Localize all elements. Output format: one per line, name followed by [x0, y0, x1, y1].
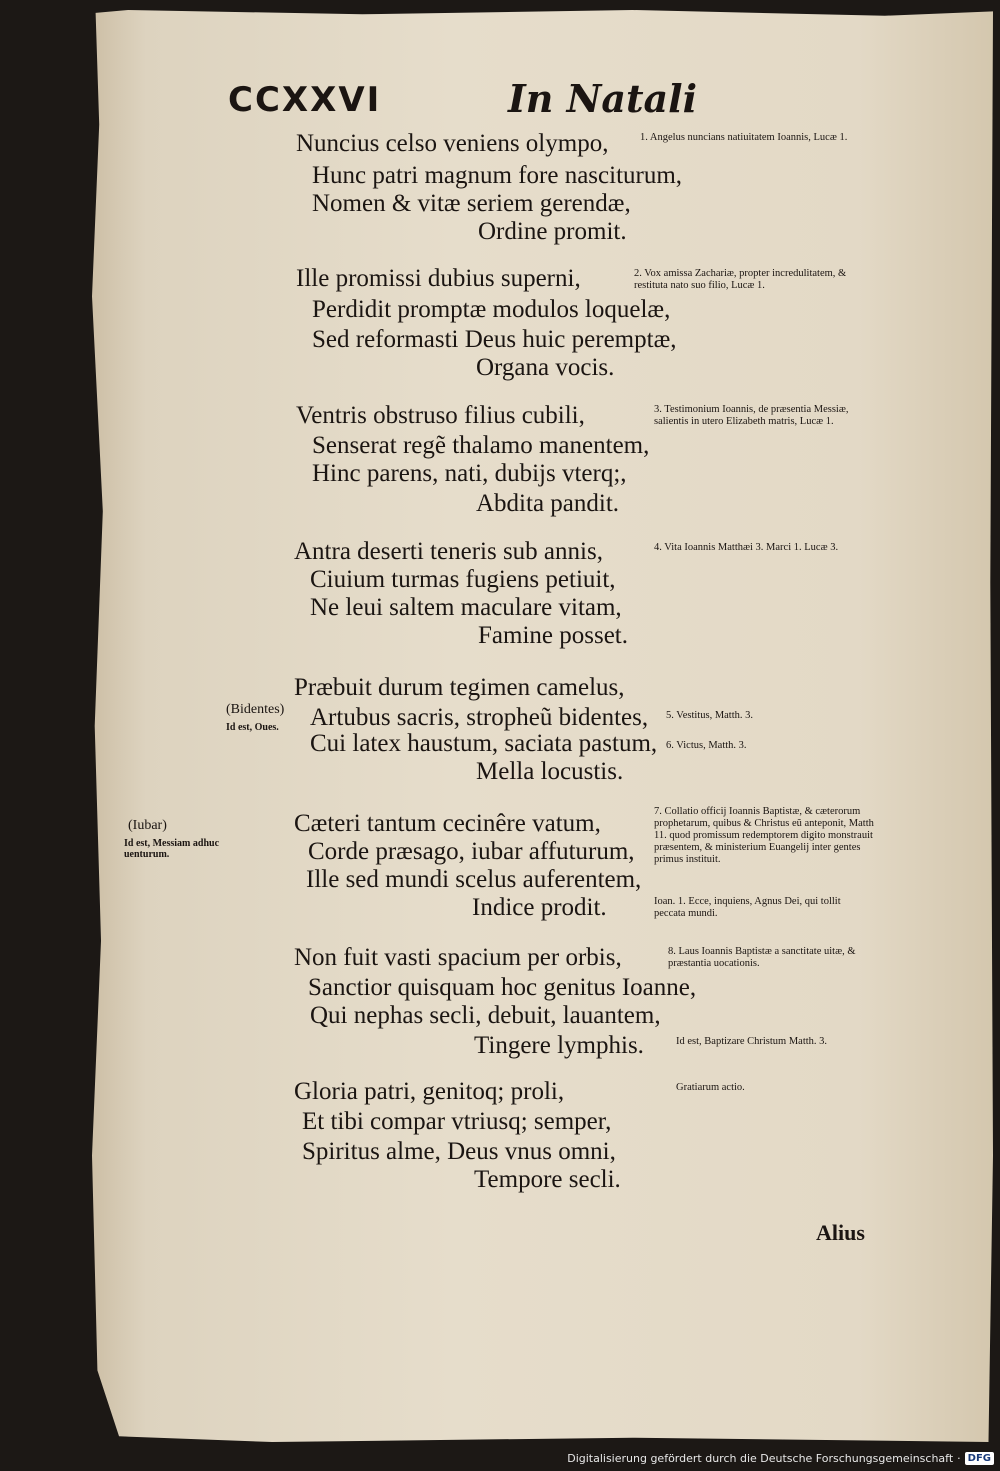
margin-note: 3. Testimonium Ioannis, de præsentia Messiæ, salientis in utero Elizabeth matris, Lucæ 1.	[654, 404, 849, 427]
dfg-logo: DFG	[965, 1452, 994, 1465]
margin-note: Id est, Baptizare Christum Matth. 3.	[676, 1036, 828, 1047]
verse-line: Abdita pandit.	[476, 490, 620, 517]
verse-line: Ille promissi dubius superni,	[296, 265, 581, 292]
verse-line: Hinc parens, nati, dubijs vterq;,	[312, 460, 627, 487]
margin-note: 1. Angelus nuncians natiuitatem Ioannis, Lucæ 1.	[640, 132, 848, 143]
margin-note: 5. Vestitus, Matth. 3.	[666, 710, 754, 721]
verse-line: Ne leui saltem maculare vitam,	[310, 594, 622, 621]
verse-line: Mella locustis.	[476, 758, 624, 785]
verse-line: Præbuit durum tegimen camelus,	[294, 674, 625, 701]
verse-line: Perdidit promptæ modulos loquelæ,	[312, 296, 671, 323]
verse-line: Senserat regẽ thalamo manentem,	[312, 432, 650, 459]
left-gloss-word: (Iubar)	[128, 818, 167, 833]
verse-line: Cæteri tantum cecinêre vatum,	[294, 810, 601, 837]
left-gloss-text: Id est, Oues.	[226, 722, 279, 733]
verse-line: Sed reformasti Deus huic peremptæ,	[312, 326, 677, 353]
margin-note: Gratiarum actio.	[676, 1082, 745, 1093]
verse-line: Hunc patri magnum fore nasciturum,	[312, 162, 683, 189]
margin-note: 4. Vita Ioannis Matthæi 3. Marci 1. Lucæ 3.	[654, 542, 839, 553]
credit-text: Digitalisierung gefördert durch die Deutsche Forschungsgemeinschaft	[567, 1452, 954, 1465]
verse-line: Corde præsago, iubar affuturum,	[308, 838, 635, 865]
margin-note: 7. Collatio officij Ioannis Baptistæ, & cæterorum prophetarum, quibus & Christus eũ anteponit, Matth 11. quod promissum redemptorem digito monstrauit præsentem, & ministerium Euangelij inter gentes primus instituit.	[654, 806, 874, 865]
verse-line: Sanctior quisquam hoc genitus Ioanne,	[308, 974, 697, 1001]
verse-line: Tempore secli.	[474, 1166, 621, 1193]
verse-line: Organa vocis.	[476, 354, 615, 381]
verse-line: Indice prodit.	[472, 894, 607, 921]
verse-line: Ciuium turmas fugiens petiuit,	[310, 566, 616, 593]
digitization-credit	[567, 1452, 994, 1465]
separator: ·	[957, 1452, 961, 1465]
page-title: In Natali	[508, 76, 698, 121]
verse-line: Ventris obstruso filius cubili,	[296, 402, 585, 429]
verse-line: Non fuit vasti spacium per orbis,	[294, 944, 622, 971]
verse-line: Nuncius celso veniens olympo,	[296, 130, 609, 157]
margin-note: 6. Victus, Matth. 3.	[666, 740, 747, 751]
verse-line: Artubus sacris, stropheũ bidentes,	[310, 704, 649, 731]
verse-line: Ordine promit.	[478, 218, 627, 245]
verse-line: Antra deserti teneris sub annis,	[294, 538, 603, 565]
margin-note: Ioan. 1. Ecce, inquiens, Agnus Dei, qui tollit peccata mundi.	[654, 896, 841, 919]
left-gloss-word: (Bidentes)	[226, 702, 285, 717]
verse-line: Et tibi compar vtriusq; semper,	[302, 1108, 612, 1135]
verse-line: Tingere lymphis.	[474, 1032, 644, 1059]
verse-line: Gloria patri, genitoq; proli,	[294, 1078, 565, 1105]
verse-line: Ille sed mundi scelus auferentem,	[306, 866, 642, 893]
margin-note: 8. Laus Ioannis Baptistæ a sanctitate uitæ, & præstantia uocationis.	[668, 946, 856, 969]
verse-line: Qui nephas secli, debuit, lauantem,	[310, 1002, 661, 1029]
verse-line: Spiritus alme, Deus vnus omni,	[302, 1138, 616, 1165]
verse-line: Famine posset.	[478, 622, 628, 649]
verse-line: Cui latex haustum, saciata pastum,	[310, 730, 658, 757]
catchword: Alius	[816, 1220, 865, 1245]
folio-number: CCXXVI	[228, 80, 382, 120]
left-gloss-text: Id est, Messiam adhuc uenturum.	[124, 838, 220, 860]
verse-line: Nomen & vitæ seriem gerendæ,	[312, 190, 631, 217]
margin-note: 2. Vox amissa Zachariæ, propter incredulitatem, & restituta nato suo filio, Lucæ 1.	[634, 268, 847, 291]
